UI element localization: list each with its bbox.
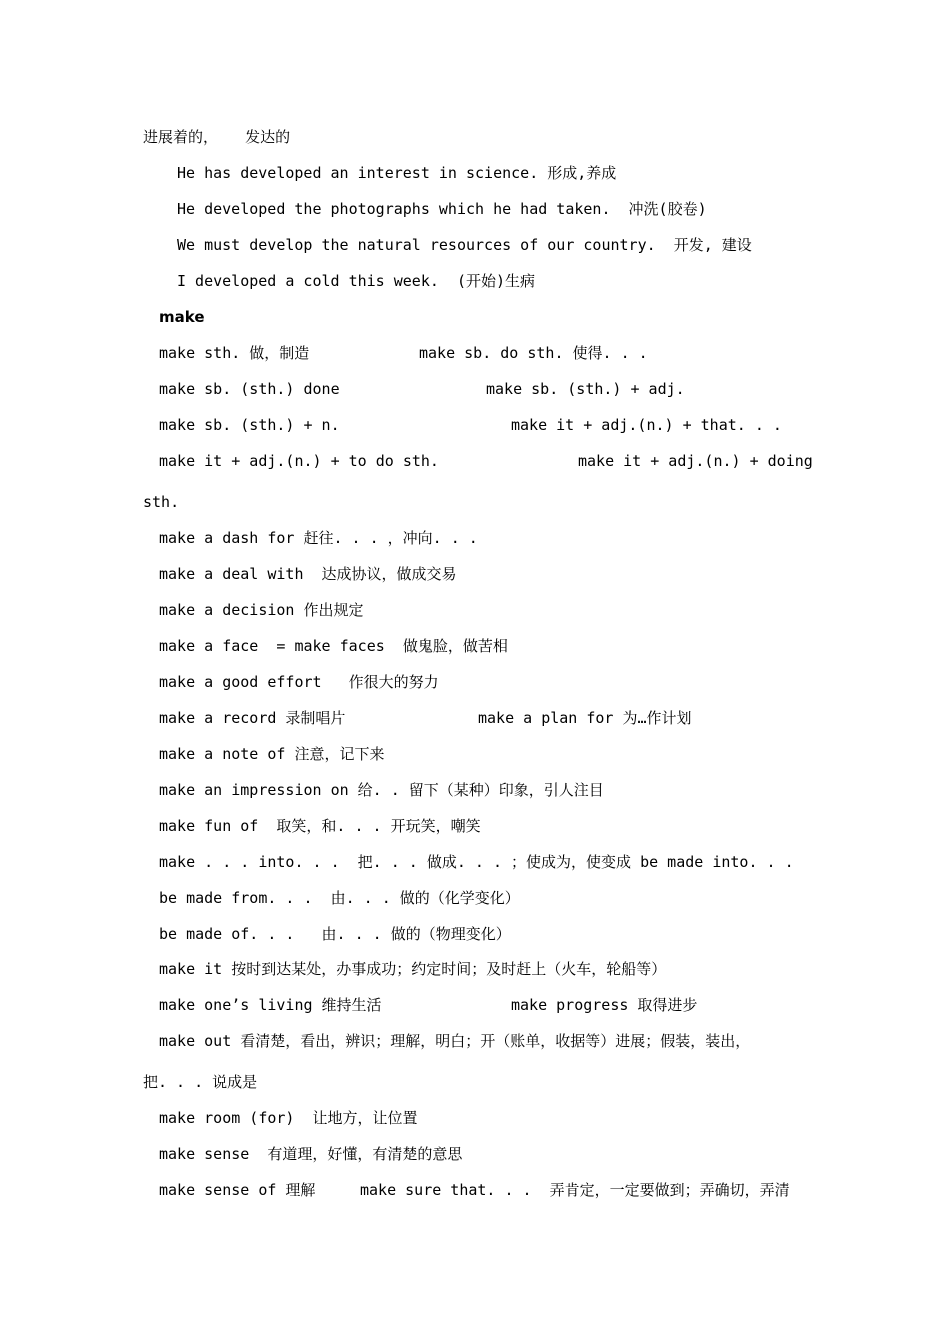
line-text-second-column: make it + adj.(n.) + that. . . <box>511 416 782 434</box>
line-text: I developed a cold this week. (开始)生病 <box>177 272 536 290</box>
line-text-second-column: make progress 取得进步 <box>511 996 698 1014</box>
line-text: make a record 录制唱片 <box>159 709 346 727</box>
line-text: make one’s living 维持生活 <box>159 996 382 1014</box>
line-text: make sense of 理解 <box>159 1181 316 1199</box>
line-text: make a face = make faces 做鬼脸，做苦相 <box>159 637 508 655</box>
line-text: make an impression on 给. . 留下（某种）印象，引人注目 <box>159 781 604 799</box>
line-text: make sense 有道理，好懂，有清楚的意思 <box>159 1145 463 1163</box>
line-text: make a decision 作出规定 <box>159 601 364 619</box>
line-text: be made from. . . 由. . . 做的（化学变化） <box>159 889 520 907</box>
line-text: make a deal with 达成协议，做成交易 <box>159 565 457 583</box>
line-text: 进展着的， 发达的 <box>143 128 291 146</box>
line-text: make room (for) 让地方，让位置 <box>159 1109 418 1127</box>
line-text: be made of. . . 由. . . 做的（物理变化） <box>159 925 511 943</box>
line-text: make out 看清楚，看出，辨识；理解，明白；开（账单，收据等）进展；假装，装出， <box>159 1032 751 1050</box>
line-text-second-column: make sb. do sth. 使得. . . <box>419 344 648 362</box>
line-text: make a note of 注意，记下来 <box>159 745 385 763</box>
line-text: make fun of 取笑，和. . . 开玩笑，嘲笑 <box>159 817 481 835</box>
line-text: make sb. (sth.) done <box>159 380 340 398</box>
line-text-second-column: make a plan for 为…作计划 <box>478 709 692 727</box>
line-text: He developed the photographs which he had taken. 冲洗(胶卷) <box>177 200 707 218</box>
line-text: make it 按时到达某处，办事成功；约定时间；及时赶上（火车，轮船等） <box>159 960 667 978</box>
line-text: He has developed an interest in science. 形成,养成 <box>177 164 617 182</box>
line-text: make sth. 做，制造 <box>159 344 310 362</box>
line-text-second-column: make sure that. . . 弄肯定，一定要做到；弄确切，弄清 <box>360 1181 790 1199</box>
line-text: make sb. (sth.) + n. <box>159 416 340 434</box>
line-text: sth. <box>143 493 180 511</box>
line-text: make a dash for 赶往. . . ，冲向. . . <box>159 529 478 547</box>
line-text: 把. . . 说成是 <box>143 1073 258 1091</box>
line-text: make it + adj.(n.) + to do sth. <box>159 452 439 470</box>
line-text-second-column: make it + adj.(n.) + doing <box>578 452 813 470</box>
line-text: make a good effort 作很大的努力 <box>159 673 439 691</box>
line-text: We must develop the natural resources of our country. 开发, 建设 <box>177 236 752 254</box>
line-text: make . . . into. . . 把. . . 做成. . . ；使成为，使变成 be made into. . . <box>159 853 794 871</box>
line-text-second-column: make sb. (sth.) + adj. <box>486 380 685 398</box>
heading-text: make <box>159 308 205 326</box>
